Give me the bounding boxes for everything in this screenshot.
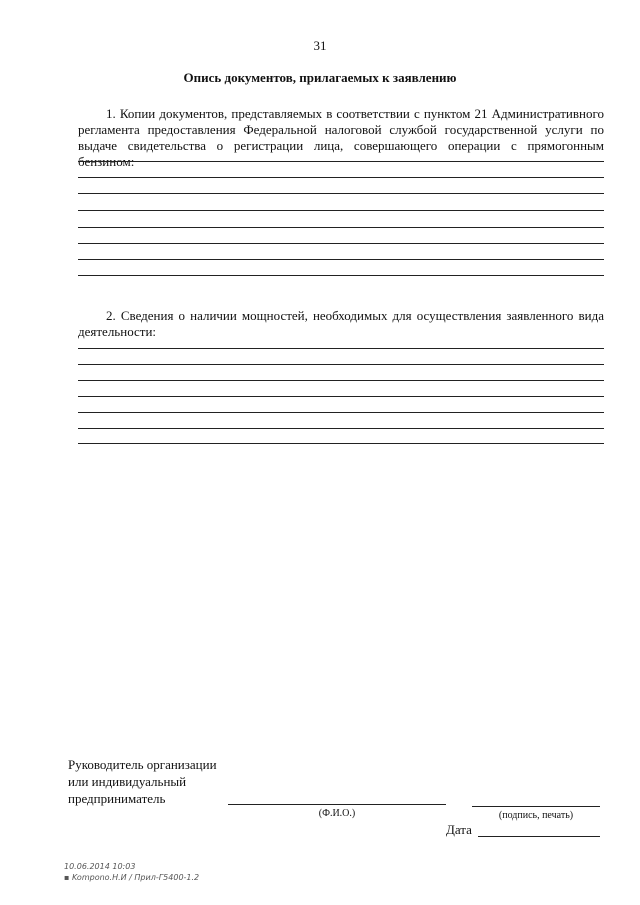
section-1-fill-line[interactable] xyxy=(78,275,604,276)
signatory-role xyxy=(68,756,217,807)
section-1-fill-line[interactable] xyxy=(78,227,604,228)
section-2-fill-line[interactable] xyxy=(78,380,604,381)
signatory-role-line: или индивидуальный xyxy=(68,774,187,789)
section-1-fill-line[interactable] xyxy=(78,259,604,260)
document-title: Опись документов, прилагаемых к заявлению xyxy=(183,70,457,85)
file-reference: ▪ Kompono.Н.И / Прил-Г5400-1.2 xyxy=(64,873,200,882)
date-field-line[interactable] xyxy=(478,836,600,837)
section-1-text: 1. Копии документов, представляемых в соответствии с пунктом 21 Административного регламента предоставления Федеральной налоговой службой государственной услуги по выдаче свидетельства о регистрации лица, совершающего операции с прямогонным бензином: xyxy=(78,106,604,169)
full-name-caption: (Ф.И.О.) xyxy=(318,808,356,819)
section-2-text: 2. Сведения о наличии мощностей, необходимых для осуществления заявленного вида деятельности: xyxy=(78,308,604,339)
full-name-field-line[interactable] xyxy=(228,804,446,805)
section-2-fill-line[interactable] xyxy=(78,348,604,349)
signature-caption: (подпись, печать) xyxy=(498,810,574,821)
page-number: 31 xyxy=(313,38,327,53)
signatory-role-line: Руководитель организации xyxy=(68,757,217,772)
date-label: Дата xyxy=(446,822,472,837)
signatory-role-line: предприниматель xyxy=(68,791,166,806)
section-2-fill-line[interactable] xyxy=(78,364,604,365)
section-1-fill-line[interactable] xyxy=(78,243,604,244)
section-1-fill-line[interactable] xyxy=(78,161,604,162)
section-2-fill-line[interactable] xyxy=(78,396,604,397)
signature-field-line[interactable] xyxy=(472,806,600,807)
section-2-fill-line[interactable] xyxy=(78,443,604,444)
section-1-fill-line[interactable] xyxy=(78,210,604,211)
section-2-fill-line[interactable] xyxy=(78,428,604,429)
section-2-fill-line[interactable] xyxy=(78,412,604,413)
section-1-fill-line[interactable] xyxy=(78,193,604,194)
print-timestamp: 10.06.2014 10:03 xyxy=(64,862,136,871)
section-1-fill-line[interactable] xyxy=(78,177,604,178)
